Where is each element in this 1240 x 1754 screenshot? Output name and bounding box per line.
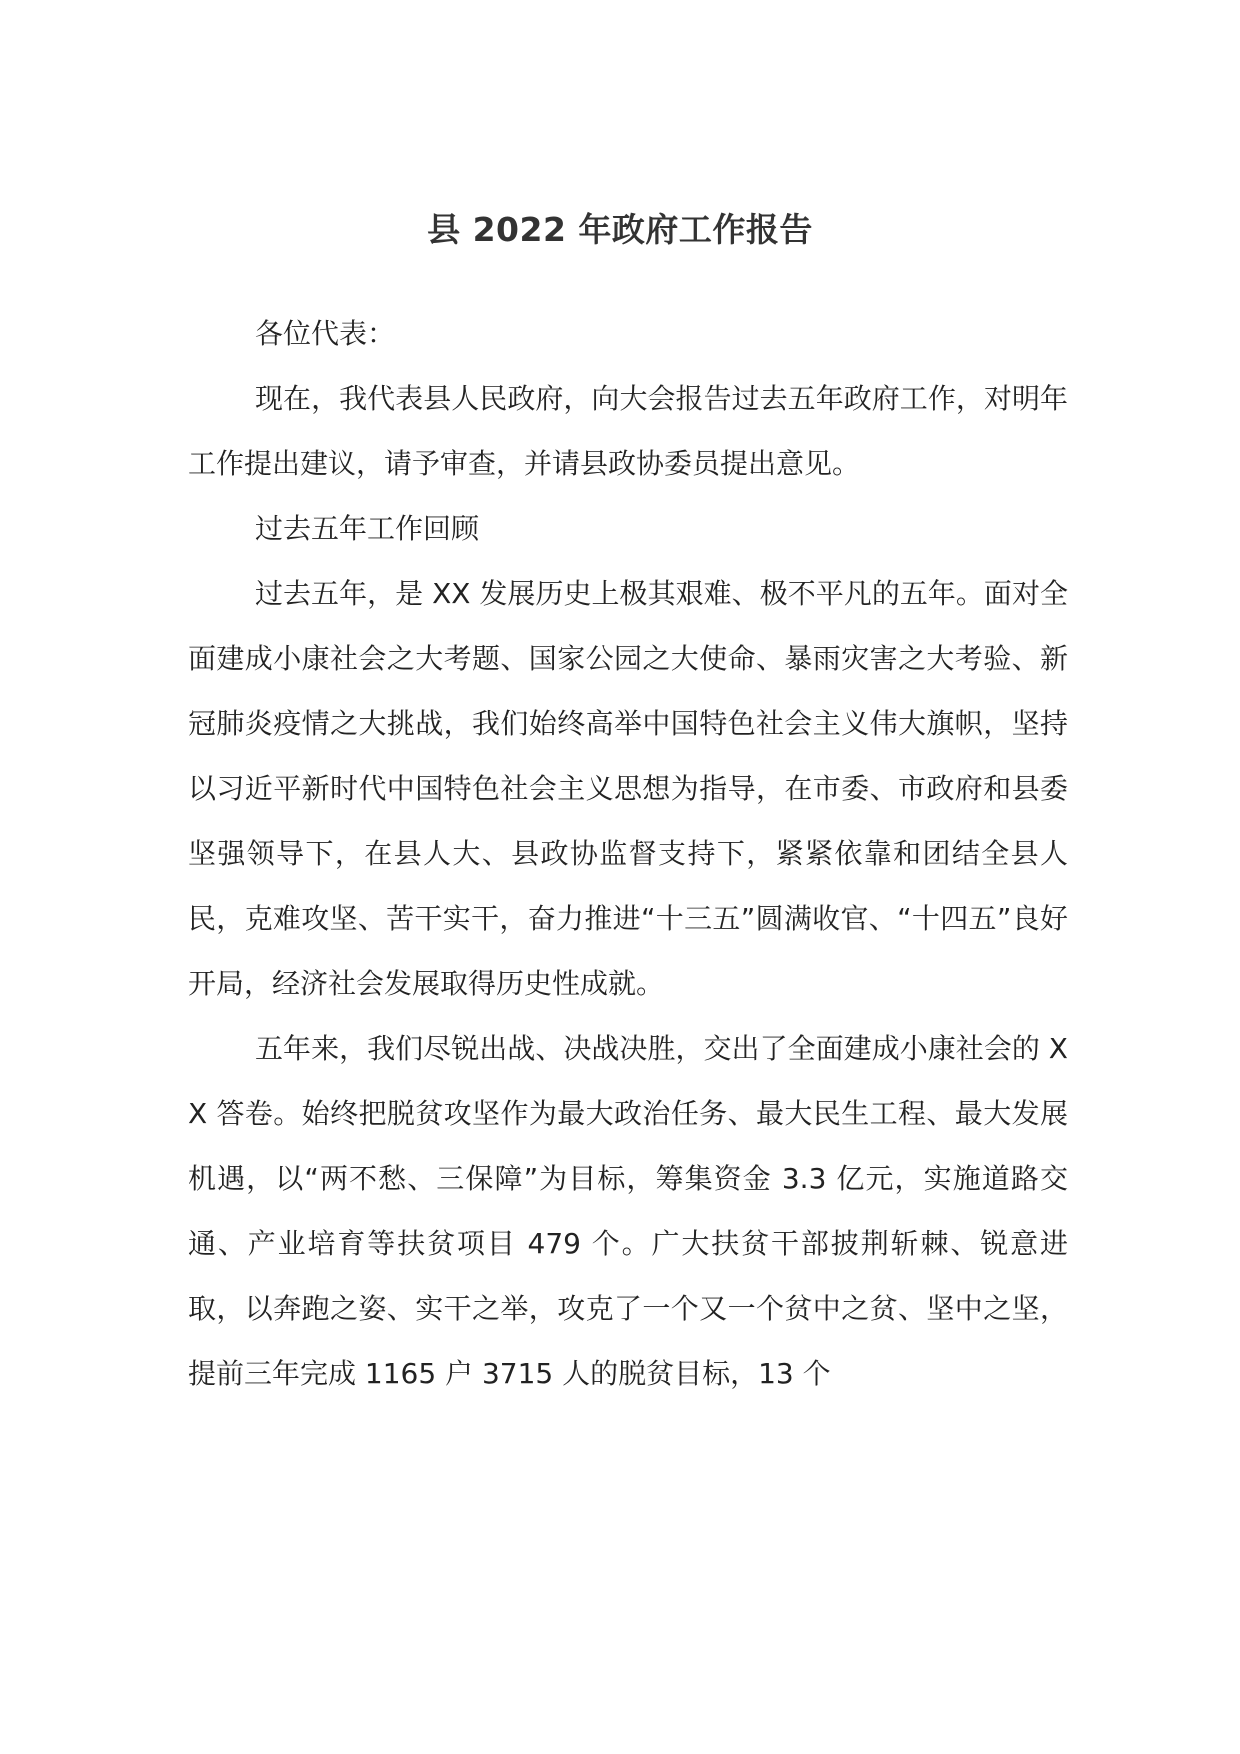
salutation-paragraph: 各位代表： xyxy=(255,317,396,350)
intro-paragraph: 现在，我代表县人民政府，向大会报告过去五年政府工作，对明年工作提出建议，请予审查，并请县政协委员提出意见。 xyxy=(188,382,1068,480)
section-heading: 过去五年工作回顾 xyxy=(255,512,480,545)
document-title: 县 2022 年政府工作报告 xyxy=(427,210,813,249)
review-paragraph: 过去五年，是 XX 发展历史上极其艰难、极不平凡的五年。面对全面建成小康社会之大考题、国家公园之大使命、暴雨灾害之大考验、新冠肺炎疫情之大挑战，我们始终高举中国特色社会主义伟大旗帜，坚持以习近平新时代中国特色社会主义思想为指导，在市委、市政府和县委坚强领导下，在县人大、县政协监督支持下，紧紧依靠和团结全县人民，克难攻坚、苦干实干，奋力推进“十三五”圆满收官、“十四五”良好开局，经济社会发展取得历史性成就。 xyxy=(188,577,1068,1000)
document-body xyxy=(188,301,1068,1406)
poverty-paragraph: 五年来，我们尽锐出战、决战决胜，交出了全面建成小康社会的 XX 答卷。始终把脱贫攻坚作为最大政治任务、最大民生工程、最大发展机遇，以“两不愁、三保障”为目标，筹集资金 3.3 亿元，实施道路交通、产业培育等扶贫项目 479 个。广大扶贫干部披荆斩棘、锐意进取，以奔跑之姿、实干之举，攻克了一个又一个贫中之贫、坚中之坚，提前三年完成 1165 户 3715 人的脱贫目标，13 个 xyxy=(188,1032,1068,1390)
